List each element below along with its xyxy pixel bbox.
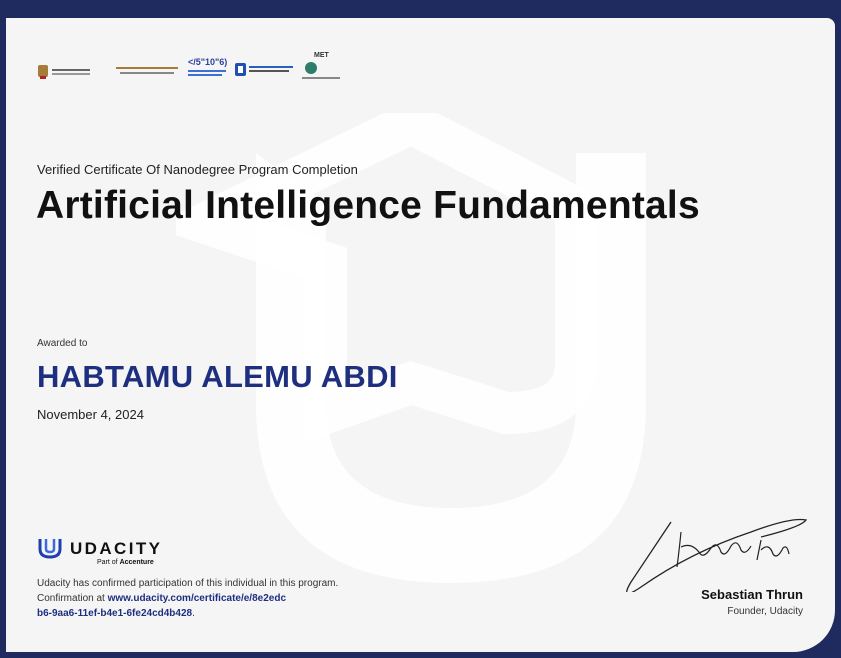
confirmation-text: Udacity has confirmed participation of this individual in this program. Confirmation at www.udacity.com/certificate/e/8e2edc b6-9aa6-11ef-b4e1-6fe24cd4b428. <box>37 578 339 619</box>
signer-block <box>701 587 803 617</box>
completion-date: November 4, 2024 <box>37 407 144 422</box>
recipient-name: HABTAMU ALEMU ABDI <box>37 359 398 394</box>
ministry-of-labor-logo <box>234 60 296 80</box>
awarded-label: Awarded to <box>37 338 88 349</box>
signer-role: Founder, Udacity <box>727 606 803 617</box>
signer-name: Sebastian Thrun <box>701 587 803 602</box>
certificate-link[interactable]: www.udacity.com/certificate/e/8e2edc b6-9aa6-11ef-b4e1-6fe24cd4b428 <box>37 593 287 619</box>
udacity-logo-icon <box>37 536 63 560</box>
program-title: Artificial Intelligence Fundamentals <box>36 184 700 227</box>
arabic-government-logo <box>116 64 178 78</box>
met-logo: MET <box>302 52 342 82</box>
certificate-sheet <box>6 18 835 652</box>
met-globe-icon <box>302 59 342 82</box>
signature-image <box>611 492 811 592</box>
part-of-accenture: Part of Accenture <box>97 559 154 566</box>
code-logo: </5"10"6) <box>188 57 228 85</box>
uae-emblem-logo <box>36 62 96 82</box>
udacity-wordmark: UDACITY <box>70 539 163 558</box>
certificate-subtitle: Verified Certificate Of Nanodegree Program Completion <box>37 162 358 177</box>
